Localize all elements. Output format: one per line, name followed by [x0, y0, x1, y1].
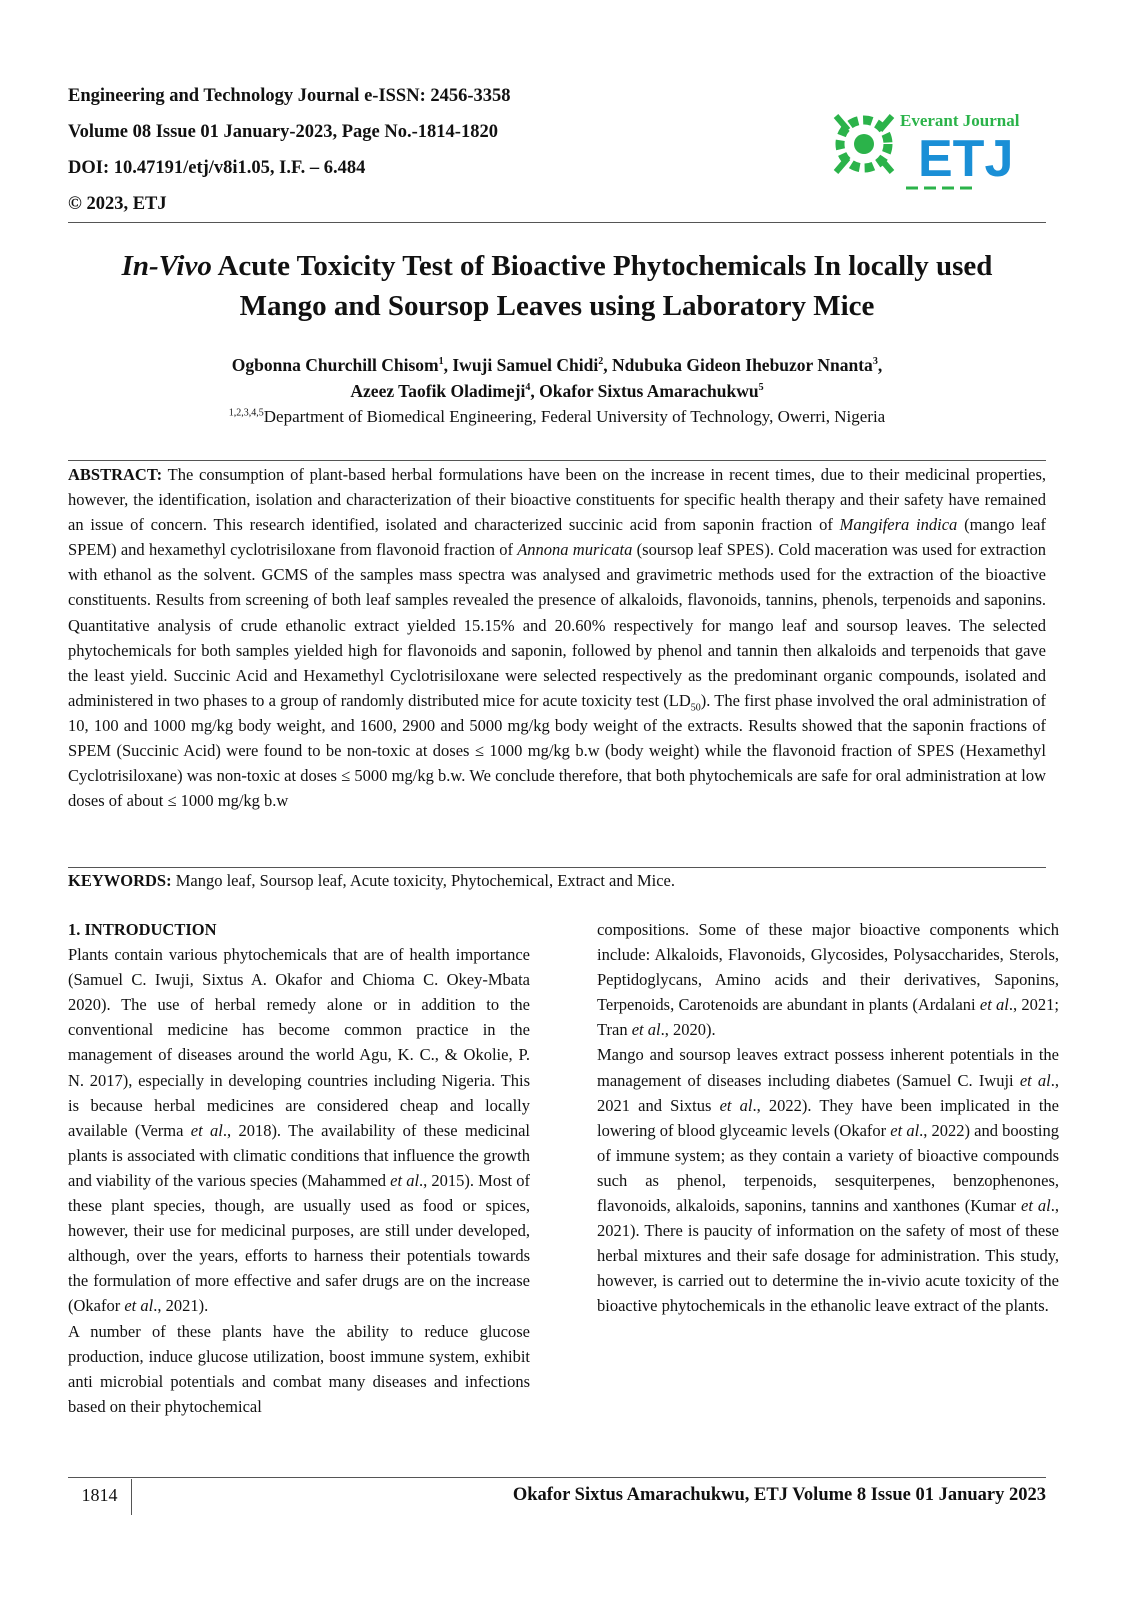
column-right — [597, 917, 1059, 1319]
author-sup: 1 — [438, 356, 444, 368]
abstract-text: (soursop leaf SPES). Cold maceration was used for extraction with ethanol as the solvent. GCMS of the samples mass spectra was analysed and gravimetric methods used for the extraction of the bioactive constituents. Results from screening of both leaf samples revealed the presence of alkaloids, flavonoids, tannins, phenols, terpenoids and saponins. Quantitative analysis of crude ethanolic extract yielded 15.15% and 20.60% respectively for mango leaf and soursop leaves. The selected phytochemicals for both samples yielded high for flavonoids and saponin, followed by phenol and tannin then alkaloids and terpenoids that gave the least yield. Succinic Acid and Hexamethyl Cyclotrisiloxane were selected respectively as the predominant organic compounds, isolated and administered in two phases to a group of randomly distributed mice for acute toxicity test (LD — [68, 540, 1046, 710]
keywords — [68, 868, 1046, 894]
et-al: et al — [719, 1095, 753, 1115]
page-number: 1814 — [68, 1479, 132, 1515]
abstract-text: The consumption of plant-based herbal formulations have been on the increase in recent times, due to their medicinal properties, however, the identification, isolation and characterization of their bioactive constituents for specific health therapy and their safety have remained an issue of concern. This research identified, isolated and characterized succinic acid from saponin fraction of — [68, 465, 1046, 535]
paragraph-text: ., 2018). The availability of these medicinal plants is associated with climatic conditions that influence the growth and viability of the various species (Mahammed — [68, 1120, 531, 1190]
paper-title — [68, 246, 1046, 326]
affil-sup: 1,2,3,4,5 — [228, 407, 264, 419]
intro-paragraph-1 — [68, 942, 530, 1318]
intro-paragraph-3 — [597, 917, 1059, 1042]
affiliation — [68, 405, 1046, 429]
et-al: et al — [979, 995, 1009, 1015]
title-line-1: Acute Toxicity Test of Bioactive Phytochemicals In locally used — [211, 250, 993, 282]
column-left — [68, 917, 530, 1419]
title-line-2: Mango and Soursop Leaves using Laboratory Mice — [239, 290, 875, 322]
author-name: Ogbonna Churchill Chisom — [231, 355, 439, 375]
logo-big-text: ETJ — [918, 130, 1014, 188]
author-sup: 2 — [598, 356, 604, 368]
species-mango: Mangifera indica — [839, 515, 958, 535]
paragraph-text: Mango and soursop leaves extract possess inherent potentials in the management of diseases including diabetes (Samuel C. Iwuji — [597, 1045, 1059, 1090]
keywords-label: KEYWORDS: — [68, 871, 172, 890]
paragraph-text: ., 2022) and boosting of immune system; as they contain a variety of bioactive compounds such as phenol, terpenoids, sesquiterpenes, benzophenones, flavonoids, alkaloids, saponins, tannins and xanthones (Kumar — [597, 1120, 1059, 1216]
et-al: et al — [124, 1296, 154, 1316]
footer-divider — [68, 1477, 1046, 1478]
author-list: Ogbonna Churchill Chisom$^1$, Iwuji Samuel Chidi$^2$, Ndubuka Gideon Ihebuzor Nnanta$^3$, Azeez Taofik Oladimeji$^4$, Okafor Sixtus Amarachukwu$^5$ — [231, 355, 883, 401]
ld-subscript: 50 — [690, 702, 701, 714]
header-divider — [68, 222, 1046, 223]
paragraph-text: ., 2020). — [660, 1020, 716, 1040]
author-name: Azeez Taofik Oladimeji — [350, 381, 526, 401]
intro-paragraph-2: A number of these plants have the ability to reduce glucose production, induce glucose utilization, boost immune system, exhibit anti microbial potentials and combat many diseases and infections based on their phytochemical — [68, 1321, 530, 1416]
author-sup: 4 — [525, 382, 531, 394]
et-al: et al — [1019, 1070, 1051, 1090]
species-soursop: Annona muricata — [517, 540, 633, 560]
intro-paragraph-4 — [597, 1042, 1059, 1318]
author-name: Iwuji Samuel Chidi — [452, 355, 599, 375]
abstract — [68, 462, 1046, 813]
logo-top-text: Everant Journal — [900, 111, 1020, 130]
paragraph-text: ., 2022). They have been implicated in the lowering of blood glyceamic levels (Okafor — [597, 1095, 1059, 1140]
section-heading: 1. INTRODUCTION — [68, 920, 217, 939]
journal-line-copyright: © 2023, ETJ — [68, 194, 167, 214]
et-al: et al — [190, 1120, 223, 1140]
journal-line-doi: DOI: 10.47191/etj/v8i1.05, I.F. – 6.484 — [68, 158, 366, 178]
etj-logo — [826, 96, 1036, 196]
paragraph-text: ., 2021). There is paucity of information on the safety of most of these herbal mixtures and their safe dosage for administration. This study, however, is carried out to determine the in-vivio acute toxicity of the bioactive phytochemicals in the ethanolic leave extract of the plants. — [597, 1196, 1059, 1316]
keywords-text: Mango leaf, Soursop leaf, Acute toxicity, Phytochemical, Extract and Mice. — [171, 871, 676, 890]
abstract-top-divider — [68, 460, 1046, 461]
journal-line-volume: Volume 08 Issue 01 January-2023, Page No.-1814-1820 — [68, 122, 498, 142]
title-italic: In-Vivo — [121, 250, 212, 282]
gear-icon — [836, 116, 892, 172]
paragraph-text: Plants contain various phytochemicals that are of health importance (Samuel C. Iwuji, Sixtus A. Okafor and Chioma C. Okey-Mbata 2020). The use of herbal remedy alone or in addition to the conventional medicine has become common practice in the management of diseases around the world Agu, K. C., & Okolie, P. N. 2017), especially in developing countries including Nigeria. This is because herbal medicines are considered cheap and locally available (Verma — [68, 945, 530, 1140]
journal-line-issn: Engineering and Technology Journal e-ISSN: 2456-3358 — [68, 86, 511, 106]
abstract-text: (mango leaf SPEM) and hexamethyl cyclotrisiloxane from flavonoid fraction of — [68, 515, 1046, 560]
author-sup: 5 — [758, 382, 764, 394]
journal-header — [68, 78, 688, 222]
footer-citation: Okafor Sixtus Amarachukwu, ETJ Volume 8 Issue 01 January 2023 — [512, 1485, 1046, 1505]
abstract-label: ABSTRACT: — [68, 465, 163, 484]
et-al: et al — [1021, 1196, 1051, 1216]
et-al: et al — [631, 1020, 661, 1040]
paragraph-text: ., 2021 and Sixtus — [597, 1070, 1059, 1115]
affil-text: Department of Biomedical Engineering, Federal University of Technology, Owerri, Nigeria — [263, 407, 886, 426]
author-name: Okafor Sixtus Amarachukwu — [539, 381, 759, 401]
paragraph-text: ., 2021; Tran — [597, 995, 1059, 1040]
et-al: et al — [890, 1120, 920, 1140]
paragraph-text: ., 2015). Most of these plant species, though, are usually used as food or spices, however, their use for medicinal purposes, are still under developed, although, over the years, efforts to harness their potentials towards the formulation of more effective and safer drugs are on the increase (Okafor — [68, 1170, 530, 1316]
author-sup: 3 — [872, 356, 878, 368]
abstract-text: ). The first phase involved the oral administration of 10, 100 and 1000 mg/kg body weight, and 1600, 2900 and 5000 mg/kg body weight of the extracts. Results showed that the saponin fractions of SPEM (Succinic Acid) were found to be non-toxic at doses ≤ 1000 mg/kg b.w (body weight) while the flavonoid fraction of SPES (Hexamethyl Cyclotrisiloxane) was non-toxic at doses ≤ 5000 mg/kg b.w. We conclude therefore, that both phytochemicals are safe for oral administration at low doses of about ≤ 1000 mg/kg b.w — [68, 690, 1046, 811]
paragraph-text: compositions. Some of these major bioactive components which include: Alkaloids, Flavonoids, Glycosides, Polysaccharides, Sterols, Peptidoglycans, Amino acids and their derivatives, Saponins, Terpenoids, Carotenoids are abundant in plants (Ardalani — [597, 920, 1059, 1015]
et-al: et al — [390, 1170, 420, 1190]
author-name: Ndubuka Gideon Ihebuzor Nnanta — [612, 355, 873, 375]
paragraph-text: ., 2021). — [153, 1296, 209, 1316]
